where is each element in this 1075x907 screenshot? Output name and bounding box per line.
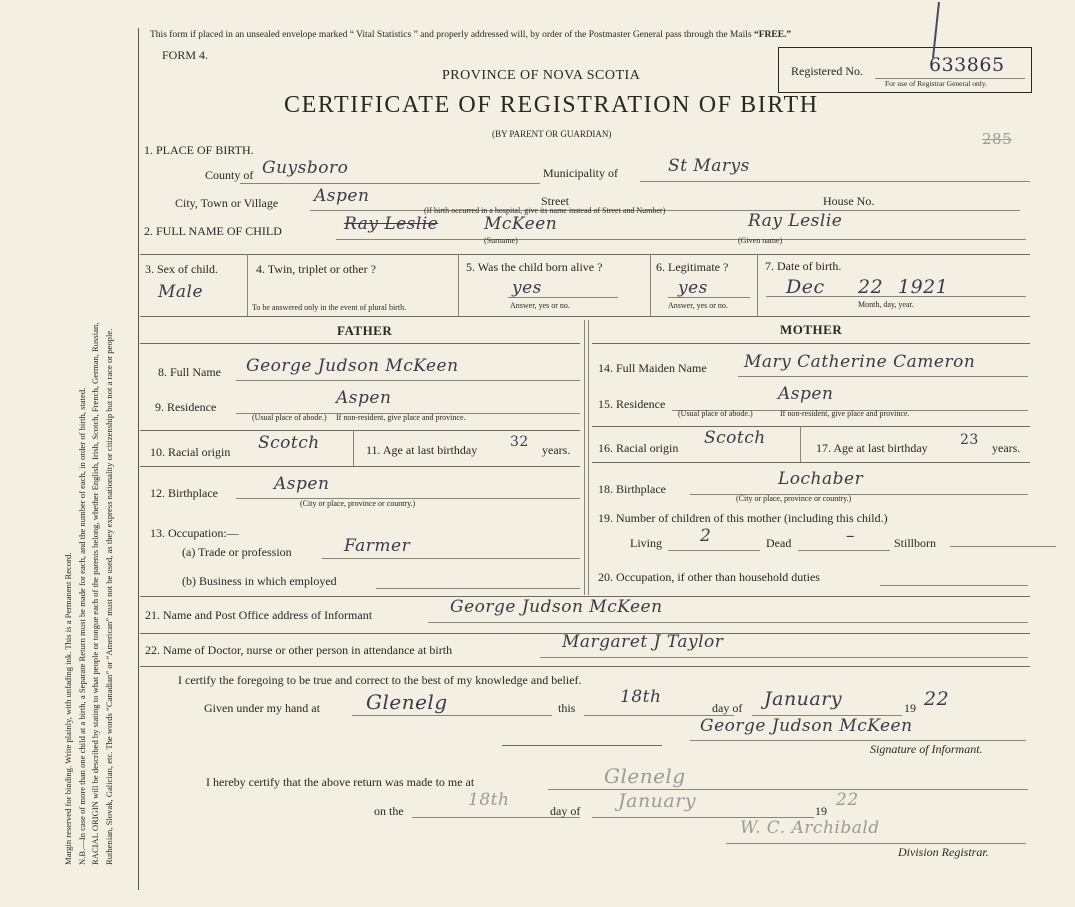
registrar-place-value: Glenelg	[604, 764, 686, 788]
mother-racial-value: Scotch	[704, 428, 766, 448]
mother-rule-1	[592, 343, 1030, 344]
living-label: Living	[630, 536, 662, 550]
father-name-value: George Judson McKeen	[246, 356, 459, 376]
this-label: this	[558, 701, 576, 715]
doctor-label: 22. Name of Doctor, nurse or other person in attendance at birth	[145, 643, 453, 657]
mother-residence-value: Aspen	[778, 384, 834, 404]
col-divider-4	[757, 254, 758, 316]
father-birthplace-value: Aspen	[274, 474, 330, 494]
col-divider-3	[650, 254, 651, 316]
father-trade-line	[322, 558, 580, 559]
father-occupation-label: 13. Occupation:—	[150, 526, 239, 540]
city-value: Aspen	[314, 186, 370, 206]
county-label: County of	[205, 168, 254, 182]
given-place-value: Glenelg	[366, 690, 448, 714]
informant-value: George Judson McKeen	[450, 597, 663, 617]
mother-residence-label: 15. Residence	[598, 397, 666, 411]
mother-age-label: 17. Age at last birthday	[816, 441, 928, 455]
father-business-line	[376, 588, 580, 589]
twin-label: 4. Twin, triplet or other ?	[256, 262, 376, 276]
father-years-label: years.	[542, 443, 571, 457]
place-of-birth-heading: 1. PLACE OF BIRTH.	[144, 143, 254, 157]
stillborn-label: Stillborn	[894, 536, 937, 550]
mother-residence-note: (Usual place of abode.)	[678, 409, 753, 418]
cert-day-of-label: day of	[712, 701, 743, 715]
legit-label: 6. Legitimate ?	[656, 260, 729, 274]
mother-name-label: 14. Full Maiden Name	[598, 361, 707, 375]
registered-note: For use of Registrar General only.	[885, 79, 987, 88]
dead-value: –	[846, 526, 855, 546]
registrar-signature: W. C. Archibald	[740, 818, 880, 838]
father-trade-label: (a) Trade or profession	[182, 545, 292, 559]
child-name-struck: Ray Leslie	[344, 214, 439, 234]
hospital-note: (If birth occurred in a hospital, give its name instead of Street and Number)	[424, 206, 666, 215]
stillborn-line	[950, 546, 1056, 547]
municipality-value: St Marys	[668, 156, 750, 176]
mother-rule-3	[592, 462, 1030, 463]
father-residence-note: (Usual place of abode.)	[252, 413, 327, 422]
mother-nonresident-note: If non-resident, give place and province.	[780, 409, 910, 418]
county-line	[240, 183, 540, 184]
father-racial-value: Scotch	[258, 433, 320, 453]
informant-label: 21. Name and Post Office address of Informant	[145, 608, 373, 622]
free-label: “FREE.”	[753, 30, 792, 40]
margin-note-racial-cont: Ruthenian, Slovak, Galician, etc. The words “Canadian” or “American” must not be used, as they express nationality or citizenship but not a race or people.	[103, 328, 114, 865]
father-racial-label: 10. Racial origin	[150, 445, 231, 459]
date-month: Dec	[786, 276, 825, 298]
registrar-day-value: 18th	[468, 790, 510, 810]
col-divider-2	[458, 254, 459, 316]
father-racial-divider	[353, 430, 354, 466]
father-birthplace-label: 12. Birthplace	[150, 486, 218, 500]
mother-birthplace-note: (City or place, province or country.)	[736, 494, 852, 503]
short-rule	[502, 745, 662, 746]
date-label: 7. Date of birth.	[765, 259, 842, 273]
cert-year-value: 22	[924, 688, 950, 710]
house-label: House No.	[823, 194, 875, 208]
registrar-day-of-label: day of	[550, 804, 581, 818]
father-birthplace-note: (City or place, province or country.)	[300, 499, 416, 508]
father-age-value: 32	[510, 434, 529, 450]
child-given-value: Ray Leslie	[748, 211, 843, 231]
registrar-certify-text: I hereby certify that the above return was made to me at	[206, 775, 475, 789]
father-trade-value: Farmer	[344, 536, 411, 556]
street-label: Street	[541, 194, 569, 208]
registrar-month-value: January	[618, 790, 697, 812]
row-divider-top	[140, 254, 1030, 255]
row-divider-bottom	[140, 316, 1030, 317]
mother-name-value: Mary Catherine Cameron	[744, 352, 976, 372]
municipality-label: Municipality of	[543, 166, 618, 180]
twin-note: To be answered only in the event of plural birth.	[252, 303, 407, 312]
mother-racial-divider	[800, 426, 801, 462]
registrar-signature-label: Division Registrar.	[898, 845, 989, 859]
dead-line	[798, 550, 890, 551]
father-heading: FATHER	[337, 323, 393, 338]
informant-signature-label: Signature of Informant.	[870, 742, 983, 756]
registrar-year-prefix: 19	[815, 804, 827, 818]
registered-number: 633865	[929, 54, 1005, 76]
given-place-line	[352, 715, 552, 716]
col-divider-1	[247, 254, 248, 316]
registered-label: Registered No.	[791, 64, 863, 78]
child-name-label: 2. FULL NAME OF CHILD	[144, 224, 282, 238]
date-day: 22	[858, 276, 884, 298]
date-year: 1921	[898, 276, 949, 298]
alive-note: Answer, yes or no.	[510, 301, 570, 310]
dead-label: Dead	[766, 536, 792, 550]
father-business-label: (b) Business in which employed	[182, 574, 337, 588]
child-name-line	[336, 239, 1026, 240]
municipality-line	[640, 181, 1030, 182]
father-age-label: 11. Age at last birthday	[366, 443, 478, 457]
father-residence-label: 9. Residence	[155, 400, 217, 414]
date-note: Month, day, year.	[858, 300, 914, 309]
margin-note-nb: N.B.—In case of more than one child at a birth, a Separate Return must be made for each, and the number of each, in order of birth, stated.	[76, 387, 87, 865]
father-name-label: 8. Full Name	[158, 365, 221, 379]
mother-birthplace-label: 18. Birthplace	[598, 482, 666, 496]
living-line	[668, 550, 760, 551]
mother-years-label: years.	[992, 441, 1021, 455]
alive-label: 5. Was the child born alive ?	[466, 260, 603, 274]
sex-label: 3. Sex of child.	[145, 262, 218, 276]
informant-signature-line	[690, 740, 1026, 741]
margin-note-binding: Margin reserved for binding. Write plainly, with unfading ink. This is a Permanent Record.	[63, 552, 73, 865]
corner-mark: 285	[982, 130, 1013, 148]
certify-text: I certify the foregoing to be true and correct to the best of my knowledge and belief.	[178, 673, 582, 687]
cert-day-value: 18th	[620, 687, 662, 707]
father-residence-value: Aspen	[336, 388, 392, 408]
child-surname-value: McKeen	[484, 214, 558, 234]
rule-after-doctor	[140, 666, 1030, 667]
doctor-value: Margaret J Taylor	[562, 632, 724, 652]
father-rule-2	[140, 430, 580, 431]
sex-value: Male	[158, 282, 204, 302]
father-rule-1	[140, 343, 580, 344]
county-value: Guysboro	[262, 158, 349, 178]
column-divider-b	[588, 320, 589, 595]
informant-signature: George Judson McKeen	[700, 716, 913, 736]
mother-racial-label: 16. Racial origin	[598, 441, 679, 455]
father-nonresident-note: If non-resident, give place and province.	[336, 413, 466, 422]
informant-line	[428, 622, 1028, 623]
form-left-border	[138, 28, 139, 890]
pencil-stroke-icon	[925, 0, 955, 60]
alive-value: yes	[512, 278, 542, 298]
column-divider-a	[584, 320, 585, 595]
cert-month-value: January	[764, 688, 843, 710]
mother-name-line	[738, 376, 1028, 377]
given-label: (Given name)	[738, 236, 783, 245]
page-subtitle: (BY PARENT OR GUARDIAN)	[492, 129, 612, 139]
legit-value: yes	[678, 278, 708, 298]
mailing-notice: This form if placed in an unsealed envelope marked “ Vital Statistics ” and properly addressed will, by order of the Postmaster General pass through the Mails “FREE.”	[150, 30, 792, 40]
city-label: City, Town or Village	[175, 196, 279, 210]
living-value: 2	[700, 526, 712, 546]
mother-age-value: 23	[960, 432, 979, 448]
mother-birthplace-value: Lochaber	[778, 469, 864, 489]
margin-notes	[62, 15, 116, 865]
province-heading: PROVINCE OF NOVA SCOTIA	[442, 68, 641, 83]
margin-note-racial: RACIAL ORIGIN will be described by stating to what people or tongue each of the parents belong, whether English, Irish, Scotch, French, German, Russian,	[90, 322, 100, 865]
mother-heading: MOTHER	[780, 322, 843, 337]
doctor-line	[540, 657, 1028, 658]
registered-box	[778, 47, 1032, 93]
mother-occupation-line	[880, 585, 1028, 586]
on-the-label: on the	[374, 804, 404, 818]
cert-year-prefix: 19	[904, 701, 916, 715]
registrar-signature-line	[726, 843, 1026, 844]
page-title: CERTIFICATE OF REGISTRATION OF BIRTH	[284, 92, 819, 118]
father-rule-3	[140, 466, 580, 467]
mother-children-label: 19. Number of children of this mother (including this child.)	[598, 511, 888, 525]
legit-note: Answer, yes or no.	[668, 301, 728, 310]
father-name-line	[236, 380, 580, 381]
mother-occupation-label: 20. Occupation, if other than household duties	[598, 570, 820, 584]
given-label: Given under my hand at	[204, 701, 320, 715]
surname-label: (Surname)	[484, 236, 518, 245]
mother-rule-2	[592, 426, 1030, 427]
form-number: FORM 4.	[162, 48, 209, 62]
registrar-year-value: 22	[836, 790, 859, 810]
